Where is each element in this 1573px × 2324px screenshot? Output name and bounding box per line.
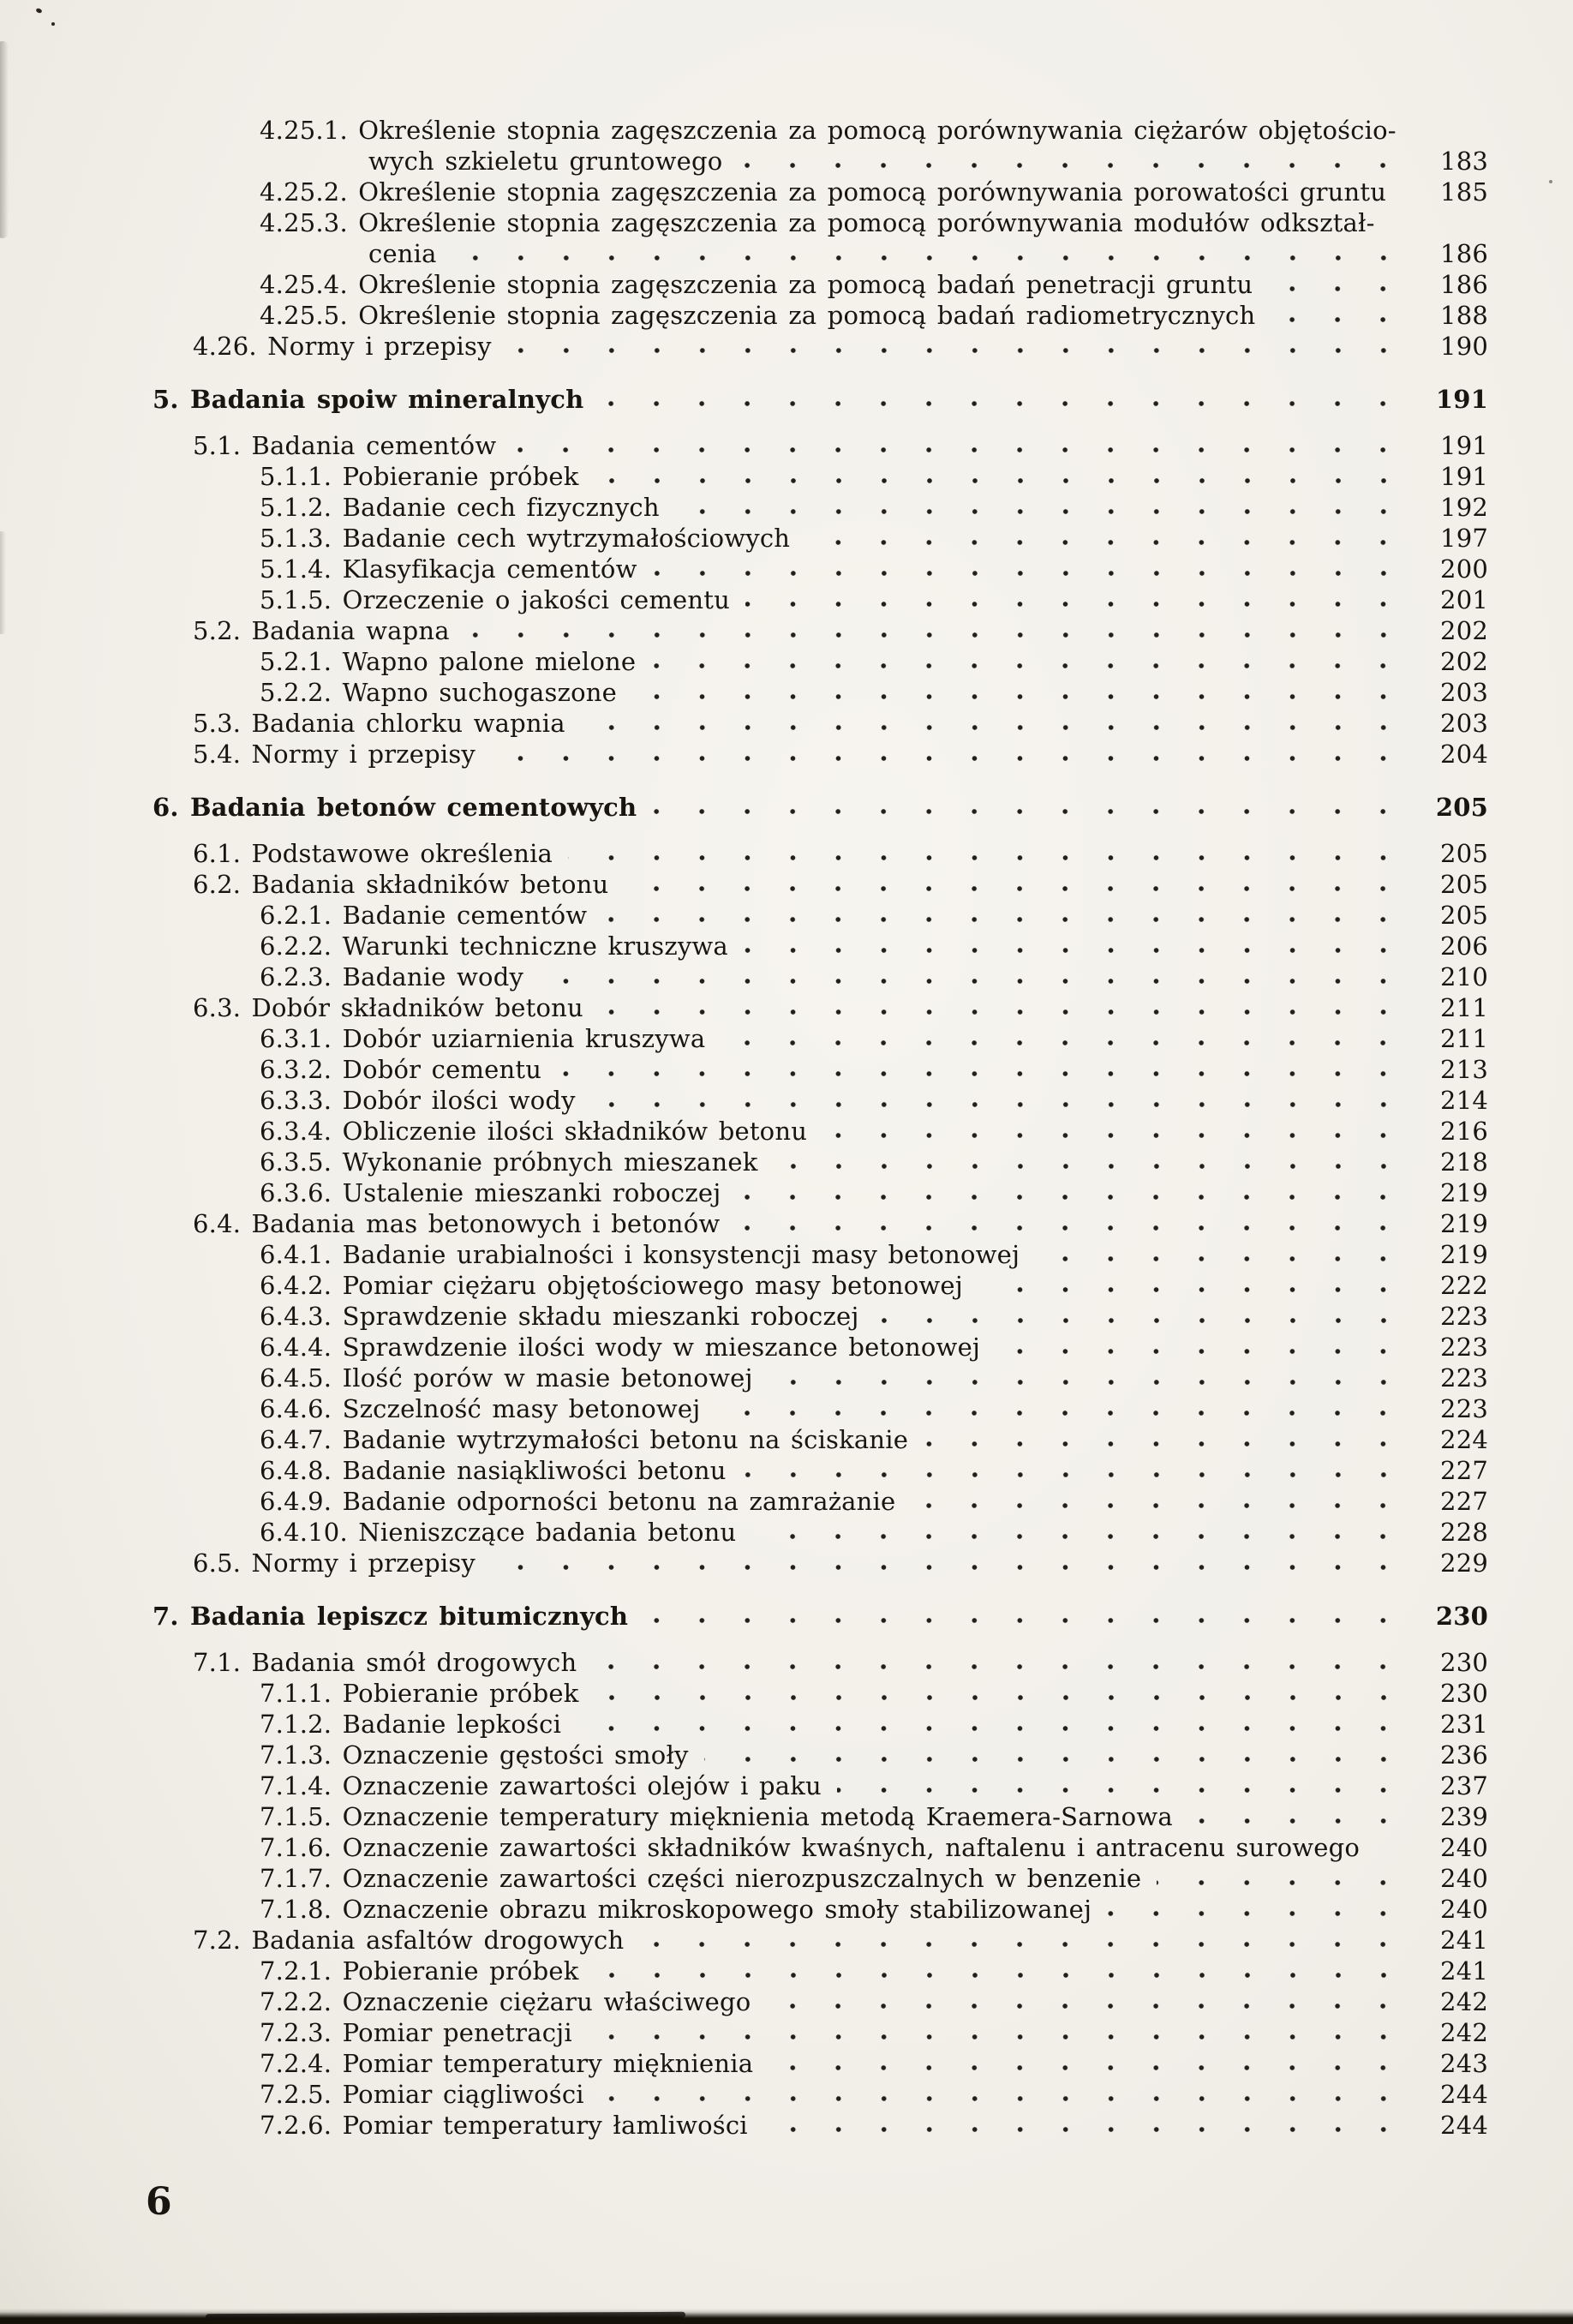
toc-entry-page: 242 — [1440, 2018, 1488, 2047]
toc-entry-page: 211 — [1440, 1024, 1488, 1053]
toc-leader-dots — [639, 1940, 1408, 1949]
toc-entry — [193, 992, 1488, 1023]
toc-entry-label: 7.1.4. Oznaczenie zawartości olejów i paku — [260, 1771, 822, 1800]
toc-entry-page: 186 — [1440, 270, 1488, 299]
toc-entry-page: 242 — [1440, 1987, 1488, 2016]
toc-entry — [260, 646, 1488, 677]
toc-entry — [260, 1270, 1488, 1301]
toc-leader-dots — [735, 1224, 1408, 1232]
toc-entry-label: 7.1. Badania smół drogowych — [193, 1648, 577, 1677]
toc-leader-dots — [1268, 285, 1408, 293]
toc-entry-page: 241 — [1440, 1926, 1488, 1955]
toc-entry-page: 231 — [1440, 1710, 1488, 1739]
toc-leader-dots — [1035, 1255, 1408, 1263]
toc-leader-dots — [557, 1069, 1408, 1078]
toc-entry — [260, 1239, 1488, 1270]
toc-entry-label: 6.4.5. Ilość porów w masie betonowej — [260, 1363, 753, 1393]
toc-entry-label: 6.4.6. Szczelność masy betonowej — [260, 1394, 701, 1423]
toc-entry-label: 7.2.3. Pomiar penetracji — [260, 2018, 572, 2047]
toc-entry-label: 6.2.1. Badanie cementów — [260, 901, 588, 930]
toc-entry-page: 211 — [1440, 993, 1488, 1022]
toc-leader-dots — [1391, 223, 1469, 231]
toc-entry — [193, 430, 1488, 461]
toc-entry-page: 201 — [1440, 585, 1488, 614]
toc-entry — [260, 1116, 1488, 1147]
toc-leader-dots — [632, 692, 1408, 701]
toc-entry-page: 185 — [1440, 177, 1488, 207]
toc-leader-dots — [465, 631, 1408, 639]
toc-entry-label: 6.4.4. Sprawdzenie ilości wody w mieszance betonowej — [260, 1333, 981, 1362]
toc-leader-dots — [652, 807, 1408, 816]
toc-entry — [260, 1709, 1488, 1740]
toc-leader-dots — [539, 977, 1408, 985]
toc-leader-dots — [875, 1316, 1408, 1325]
toc-entry-label: 6.3.2. Dobór cementu — [260, 1055, 542, 1084]
toc-leader-dots — [715, 1409, 1408, 1417]
toc-entry-label: 4.25.2. Określenie stopnia zagęszczenia za pomocą porównywania porowatości gruntu — [260, 177, 1387, 207]
toc-entry-page: 230 — [1440, 1648, 1488, 1677]
toc-entry-label: 6.4.9. Badanie odporności betonu na zamrażanie — [260, 1487, 896, 1516]
toc-entry-page: 219 — [1440, 1240, 1488, 1269]
toc-leader-dots — [721, 1039, 1408, 1047]
toc-entry — [193, 1647, 1488, 1678]
toc-entry — [260, 1363, 1488, 1393]
toc-entry-page: 227 — [1440, 1456, 1488, 1485]
toc-entry — [193, 1925, 1488, 1956]
toc-entry-label: 5.2. Badania wapna — [193, 616, 450, 645]
toc-leader-dots — [924, 1440, 1408, 1448]
toc-entry — [260, 1832, 1488, 1863]
toc-entry-page: 204 — [1440, 740, 1488, 769]
toc-entry — [260, 1332, 1488, 1363]
toc-entry — [260, 2110, 1488, 2141]
toc-leader-dots — [588, 2033, 1408, 2041]
toc-entry-label: 6.3.4. Obliczenie ilości składników betonu — [260, 1117, 808, 1146]
toc-entry-page: 205 — [1435, 793, 1488, 822]
toc-entry — [260, 461, 1488, 492]
scan-smudge-artifact — [0, 531, 6, 634]
toc-entry — [260, 931, 1488, 961]
toc-entry-label: 6.3.1. Dobór uziarnienia kruszywa — [260, 1024, 706, 1053]
toc-entry — [260, 115, 1488, 146]
toc-entry-page: 203 — [1440, 678, 1488, 707]
toc-leader-dots — [738, 161, 1408, 170]
toc-entry-page: 244 — [1440, 2111, 1488, 2140]
toc-entry-page: 244 — [1440, 2080, 1488, 2109]
toc-leader-dots — [600, 2094, 1408, 2103]
toc-leader-dots — [568, 854, 1408, 862]
toc-leader-dots — [452, 254, 1408, 262]
toc-entry — [260, 1986, 1488, 2017]
toc-entry-page: 191 — [1435, 385, 1488, 414]
toc-entry — [260, 1023, 1488, 1054]
toc-entry — [260, 523, 1488, 554]
toc-entry-label: 7.1.1. Pobieranie próbek — [260, 1679, 579, 1708]
toc-entry-page: 214 — [1440, 1086, 1488, 1115]
toc-leader-dots — [1375, 1848, 1408, 1856]
toc-entry — [260, 1147, 1488, 1177]
toc-entry — [260, 1301, 1488, 1332]
toc-leader-dots — [769, 2063, 1408, 2072]
toc-entry — [260, 1054, 1488, 1085]
toc-entry — [260, 2048, 1488, 2079]
toc-entry-page: 186 — [1440, 239, 1488, 268]
toc-entry-label: 7.1.5. Oznaczenie temperatury mięknienia metodą Kraemera-Sarnowa — [260, 1802, 1173, 1831]
toc-entry-label: 7.1.6. Oznaczenie zawartości składników kwaśnych, naftalenu i antracenu surowego — [260, 1833, 1361, 1862]
toc-leader-dots — [624, 884, 1408, 893]
toc-entry-label: 4.26. Normy i przepisy — [193, 332, 492, 361]
toc-leader-dots — [653, 569, 1408, 578]
toc-entry-page: 240 — [1440, 1833, 1488, 1862]
toc-entry-page: 228 — [1440, 1518, 1488, 1547]
toc-entry-page: 223 — [1440, 1333, 1488, 1362]
toc-entry — [193, 838, 1488, 869]
toc-leader-dots — [591, 1100, 1408, 1109]
toc-entry-label: 5.4. Normy i przepisy — [193, 740, 476, 769]
toc-entry-label: 6.4. Badania mas betonowych i betonów — [193, 1209, 721, 1238]
toc-entry-page: 223 — [1440, 1394, 1488, 1423]
toc-entry-label: 6.4.3. Sprawdzenie składu mieszanki roboczej — [260, 1302, 859, 1331]
toc-entry-label: 5.1.2. Badanie cech fizycznych — [260, 493, 660, 522]
toc-entry — [193, 869, 1488, 900]
toc-entry-page: 213 — [1440, 1055, 1488, 1084]
toc-leader-dots — [745, 600, 1408, 608]
toc-entry-label: 4.25.3. Określenie stopnia zagęszczenia za pomocą porównywania modułów odkształ- — [260, 208, 1375, 237]
toc-entry-page: 200 — [1440, 554, 1488, 584]
toc-entry-label: 6.3.6. Ustalenie mieszanki roboczej — [260, 1178, 721, 1207]
toc-entry — [260, 492, 1488, 523]
toc-entry-label: 5.1.5. Orzeczenie o jakości cementu — [260, 585, 731, 614]
toc-entry-label: 5.2.2. Wapno suchogaszone — [260, 678, 617, 707]
toc-entry-page: 192 — [1440, 493, 1488, 522]
toc-entry-label: 6.4.8. Badanie nasiąkliwości betonu — [260, 1456, 727, 1485]
toc-leader-dots — [837, 1786, 1408, 1794]
toc-entry-page: 239 — [1440, 1802, 1488, 1831]
toc-entry-label: 7.1.8. Oznaczenie obrazu mikroskopowego smoły stabilizowanej — [260, 1895, 1092, 1924]
toc-entry — [368, 146, 1488, 177]
toc-entry-label: 6.3.5. Wykonanie próbnych mieszanek — [260, 1147, 758, 1177]
toc-entry-label: 6.2.2. Warunki techniczne kruszywa — [260, 931, 728, 961]
toc-entry — [260, 900, 1488, 931]
toc-entry-page: 183 — [1440, 147, 1488, 176]
toc-leader-dots — [766, 2002, 1408, 2010]
toc-leader-dots — [599, 1008, 1408, 1016]
toc-leader-dots — [507, 346, 1408, 355]
toc-leader-dots — [592, 1662, 1408, 1671]
toc-entry-label: 7.2.5. Pomiar ciągliwości — [260, 2080, 584, 2109]
toc-entry — [260, 1956, 1488, 1986]
toc-entry-label: 4.25.4. Określenie stopnia zagęszczenia za pomocą badań penetracji gruntu — [260, 270, 1253, 299]
toc-leader-dots — [996, 1347, 1408, 1356]
toc-entry — [193, 739, 1488, 770]
toc-leader-dots — [1188, 1817, 1408, 1825]
toc-entry-page: 219 — [1440, 1209, 1488, 1238]
toc-entry — [260, 1801, 1488, 1832]
toc-entry — [260, 1678, 1488, 1709]
toc-entry-page: 190 — [1440, 332, 1488, 361]
toc-entry — [260, 961, 1488, 992]
toc-leader-dots — [643, 1616, 1408, 1625]
toc-entry — [193, 1548, 1488, 1578]
toc-leader-dots — [595, 1693, 1409, 1702]
toc-entry — [193, 331, 1488, 362]
toc-leader-dots — [581, 723, 1408, 732]
page-number: 6 — [146, 2180, 172, 2224]
toc-entry-label: 6.2. Badania składników betonu — [193, 870, 609, 899]
toc-entry-label: wych szkieletu gruntowego — [368, 147, 723, 176]
toc-entry-page: 243 — [1440, 2049, 1488, 2078]
toc-entry-page: 240 — [1440, 1864, 1488, 1893]
toc-leader-dots — [978, 1285, 1408, 1294]
toc — [0, 115, 1488, 2141]
toc-entry-label: 7.2.1. Pobieranie próbek — [260, 1956, 579, 1986]
toc-leader-dots — [602, 915, 1408, 924]
toc-entry — [193, 708, 1488, 739]
toc-entry — [260, 269, 1488, 300]
toc-leader-dots — [595, 1971, 1409, 1980]
toc-leader-dots — [1412, 130, 1469, 139]
toc-entry-page: 230 — [1440, 1679, 1488, 1708]
toc-leader-dots — [744, 946, 1408, 955]
toc-entry-page: 227 — [1440, 1487, 1488, 1516]
toc-entry — [260, 1770, 1488, 1801]
toc-leader-dots — [769, 1378, 1408, 1387]
toc-entry-label: 6.5. Normy i przepisy — [193, 1548, 476, 1578]
toc-entry-page: 191 — [1440, 462, 1488, 491]
toc-entry-label: 7.1.2. Badanie lepkości — [260, 1710, 562, 1739]
ink-speck-artifact — [1549, 180, 1552, 183]
ink-speck-artifact — [35, 8, 42, 14]
toc-entry-label: 6.4.1. Badanie urabialności i konsystencji masy betonowej — [260, 1240, 1020, 1269]
toc-leader-dots — [1271, 315, 1408, 324]
toc-entry-label: 6.3. Dobór składników betonu — [193, 993, 583, 1022]
ink-speck-artifact — [51, 22, 55, 26]
toc-leader-dots — [704, 1755, 1408, 1764]
toc-leader-dots — [511, 446, 1408, 454]
toc-entry — [260, 2017, 1488, 2048]
toc-leader-dots — [675, 507, 1408, 516]
toc-entry-page: 203 — [1440, 709, 1488, 738]
toc-entry-label: 7.1.3. Oznaczenie gęstości smoły — [260, 1740, 689, 1770]
toc-entry-page: 222 — [1440, 1271, 1488, 1300]
toc-entry-page: 240 — [1440, 1895, 1488, 1924]
toc-entry-page: 206 — [1440, 931, 1488, 961]
toc-entry-label: 5. Badania spoiw mineralnych — [153, 385, 584, 414]
toc-leader-dots — [751, 1532, 1408, 1541]
toc-entry-page: 241 — [1440, 1956, 1488, 1986]
toc-entry-label: 5.2.1. Wapno palone mielone — [260, 647, 637, 676]
toc-leader-dots — [491, 754, 1408, 763]
toc-entry-label: 6.2.3. Badanie wody — [260, 962, 524, 991]
toc-leader-dots — [491, 1563, 1408, 1572]
toc-entry-page: 229 — [1440, 1548, 1488, 1578]
toc-entry — [368, 238, 1488, 269]
toc-entry-label: 4.25.5. Określenie stopnia zagęszczenia za pomocą badań radiometrycznych — [260, 301, 1256, 330]
toc-entry-page: 230 — [1435, 1602, 1488, 1631]
toc-entry-label: 6.4.7. Badanie wytrzymałości betonu na ściskanie — [260, 1425, 909, 1454]
toc-entry — [153, 384, 1488, 415]
toc-leader-dots — [577, 1724, 1408, 1733]
toc-entry — [260, 1863, 1488, 1894]
toc-entry-label: 5.1.3. Badanie cech wytrzymałościowych — [260, 524, 791, 553]
toc-entry-page: 202 — [1440, 616, 1488, 645]
toc-entry-label: 5.1.4. Klasyfikacja cementów — [260, 554, 637, 584]
toc-entry — [153, 1601, 1488, 1632]
toc-entry — [260, 2079, 1488, 2110]
toc-entry — [260, 1455, 1488, 1486]
toc-leader-dots — [1107, 1909, 1408, 1918]
toc-leader-dots — [736, 1193, 1408, 1201]
toc-entry-page: 210 — [1440, 962, 1488, 991]
toc-leader-dots — [742, 1470, 1408, 1479]
toc-entry-page: 236 — [1440, 1740, 1488, 1770]
toc-entry-label: 7.2. Badania asfaltów drogowych — [193, 1926, 625, 1955]
toc-entry-page: 205 — [1440, 901, 1488, 930]
toc-entry-page: 188 — [1440, 301, 1488, 330]
toc-entry — [193, 615, 1488, 646]
toc-entry-page: 191 — [1440, 431, 1488, 460]
toc-entry — [260, 1177, 1488, 1208]
toc-entry-page: 205 — [1440, 839, 1488, 868]
toc-entry — [260, 1424, 1488, 1455]
toc-entry — [153, 792, 1488, 823]
toc-entry — [260, 1894, 1488, 1925]
toc-entry-label: 4.25.1. Określenie stopnia zagęszczenia za pomocą porównywania ciężarów objętościo- — [260, 116, 1397, 145]
toc-entry-label: 6.4.10. Nieniszczące badania betonu — [260, 1518, 737, 1547]
toc-entry — [260, 554, 1488, 584]
toc-entry-label: 6. Badania betonów cementowych — [153, 793, 637, 822]
toc-entry — [260, 1517, 1488, 1548]
toc-entry-label: cenia — [368, 239, 437, 268]
toc-entry-label: 6.1. Podstawowe określenia — [193, 839, 553, 868]
toc-entry — [260, 584, 1488, 615]
toc-entry-label: 6.4.2. Pomiar ciężaru objętościowego masy betonowej — [260, 1271, 963, 1300]
toc-entry — [193, 1208, 1488, 1239]
toc-leader-dots — [805, 538, 1408, 547]
toc-entry — [260, 1740, 1488, 1770]
toc-entry-page: 223 — [1440, 1363, 1488, 1393]
toc-leader-dots — [774, 1162, 1408, 1171]
toc-entry — [260, 677, 1488, 708]
toc-entry-label: 5.1. Badania cementów — [193, 431, 497, 460]
toc-leader-dots — [1402, 192, 1408, 201]
toc-entry-label: 7.2.4. Pomiar temperatury mięknienia — [260, 2049, 754, 2078]
toc-entry-label: 5.3. Badania chlorku wapnia — [193, 709, 565, 738]
toc-entry — [260, 177, 1488, 207]
toc-entry-label: 7.1.7. Oznaczenie zawartości części nierozpuszczalnych w benzenie — [260, 1864, 1142, 1893]
toc-entry-page: 197 — [1440, 524, 1488, 553]
toc-leader-dots — [763, 2125, 1408, 2134]
toc-entry-page: 224 — [1440, 1425, 1488, 1454]
toc-entry — [260, 1085, 1488, 1116]
toc-entry-label: 7.2.2. Oznaczenie ciężaru właściwego — [260, 1987, 751, 2016]
scan-smudge-artifact — [0, 41, 9, 238]
toc-leader-dots — [651, 662, 1408, 670]
toc-entry-page: 237 — [1440, 1771, 1488, 1800]
toc-entry-page: 219 — [1440, 1178, 1488, 1207]
toc-entry-label: 5.1.1. Pobieranie próbek — [260, 462, 579, 491]
toc-entry-page: 218 — [1440, 1147, 1488, 1177]
toc-leader-dots — [1157, 1878, 1408, 1887]
toc-entry-page: 202 — [1440, 647, 1488, 676]
toc-entry — [260, 1393, 1488, 1424]
toc-entry-page: 216 — [1440, 1117, 1488, 1146]
toc-leader-dots — [911, 1501, 1408, 1510]
toc-entry-page: 223 — [1440, 1302, 1488, 1331]
toc-entry-label: 6.3.3. Dobór ilości wody — [260, 1086, 576, 1115]
toc-entry-label: 7.2.6. Pomiar temperatury łamliwości — [260, 2111, 748, 2140]
toc-entry — [260, 207, 1488, 238]
toc-leader-dots — [822, 1131, 1408, 1140]
toc-leader-dots — [595, 476, 1409, 485]
toc-entry — [260, 1486, 1488, 1517]
toc-entry-page: 205 — [1440, 870, 1488, 899]
toc-entry — [260, 300, 1488, 331]
toc-leader-dots — [599, 399, 1408, 408]
toc-entry-label: 7. Badania lepiszcz bitumicznych — [153, 1602, 629, 1631]
